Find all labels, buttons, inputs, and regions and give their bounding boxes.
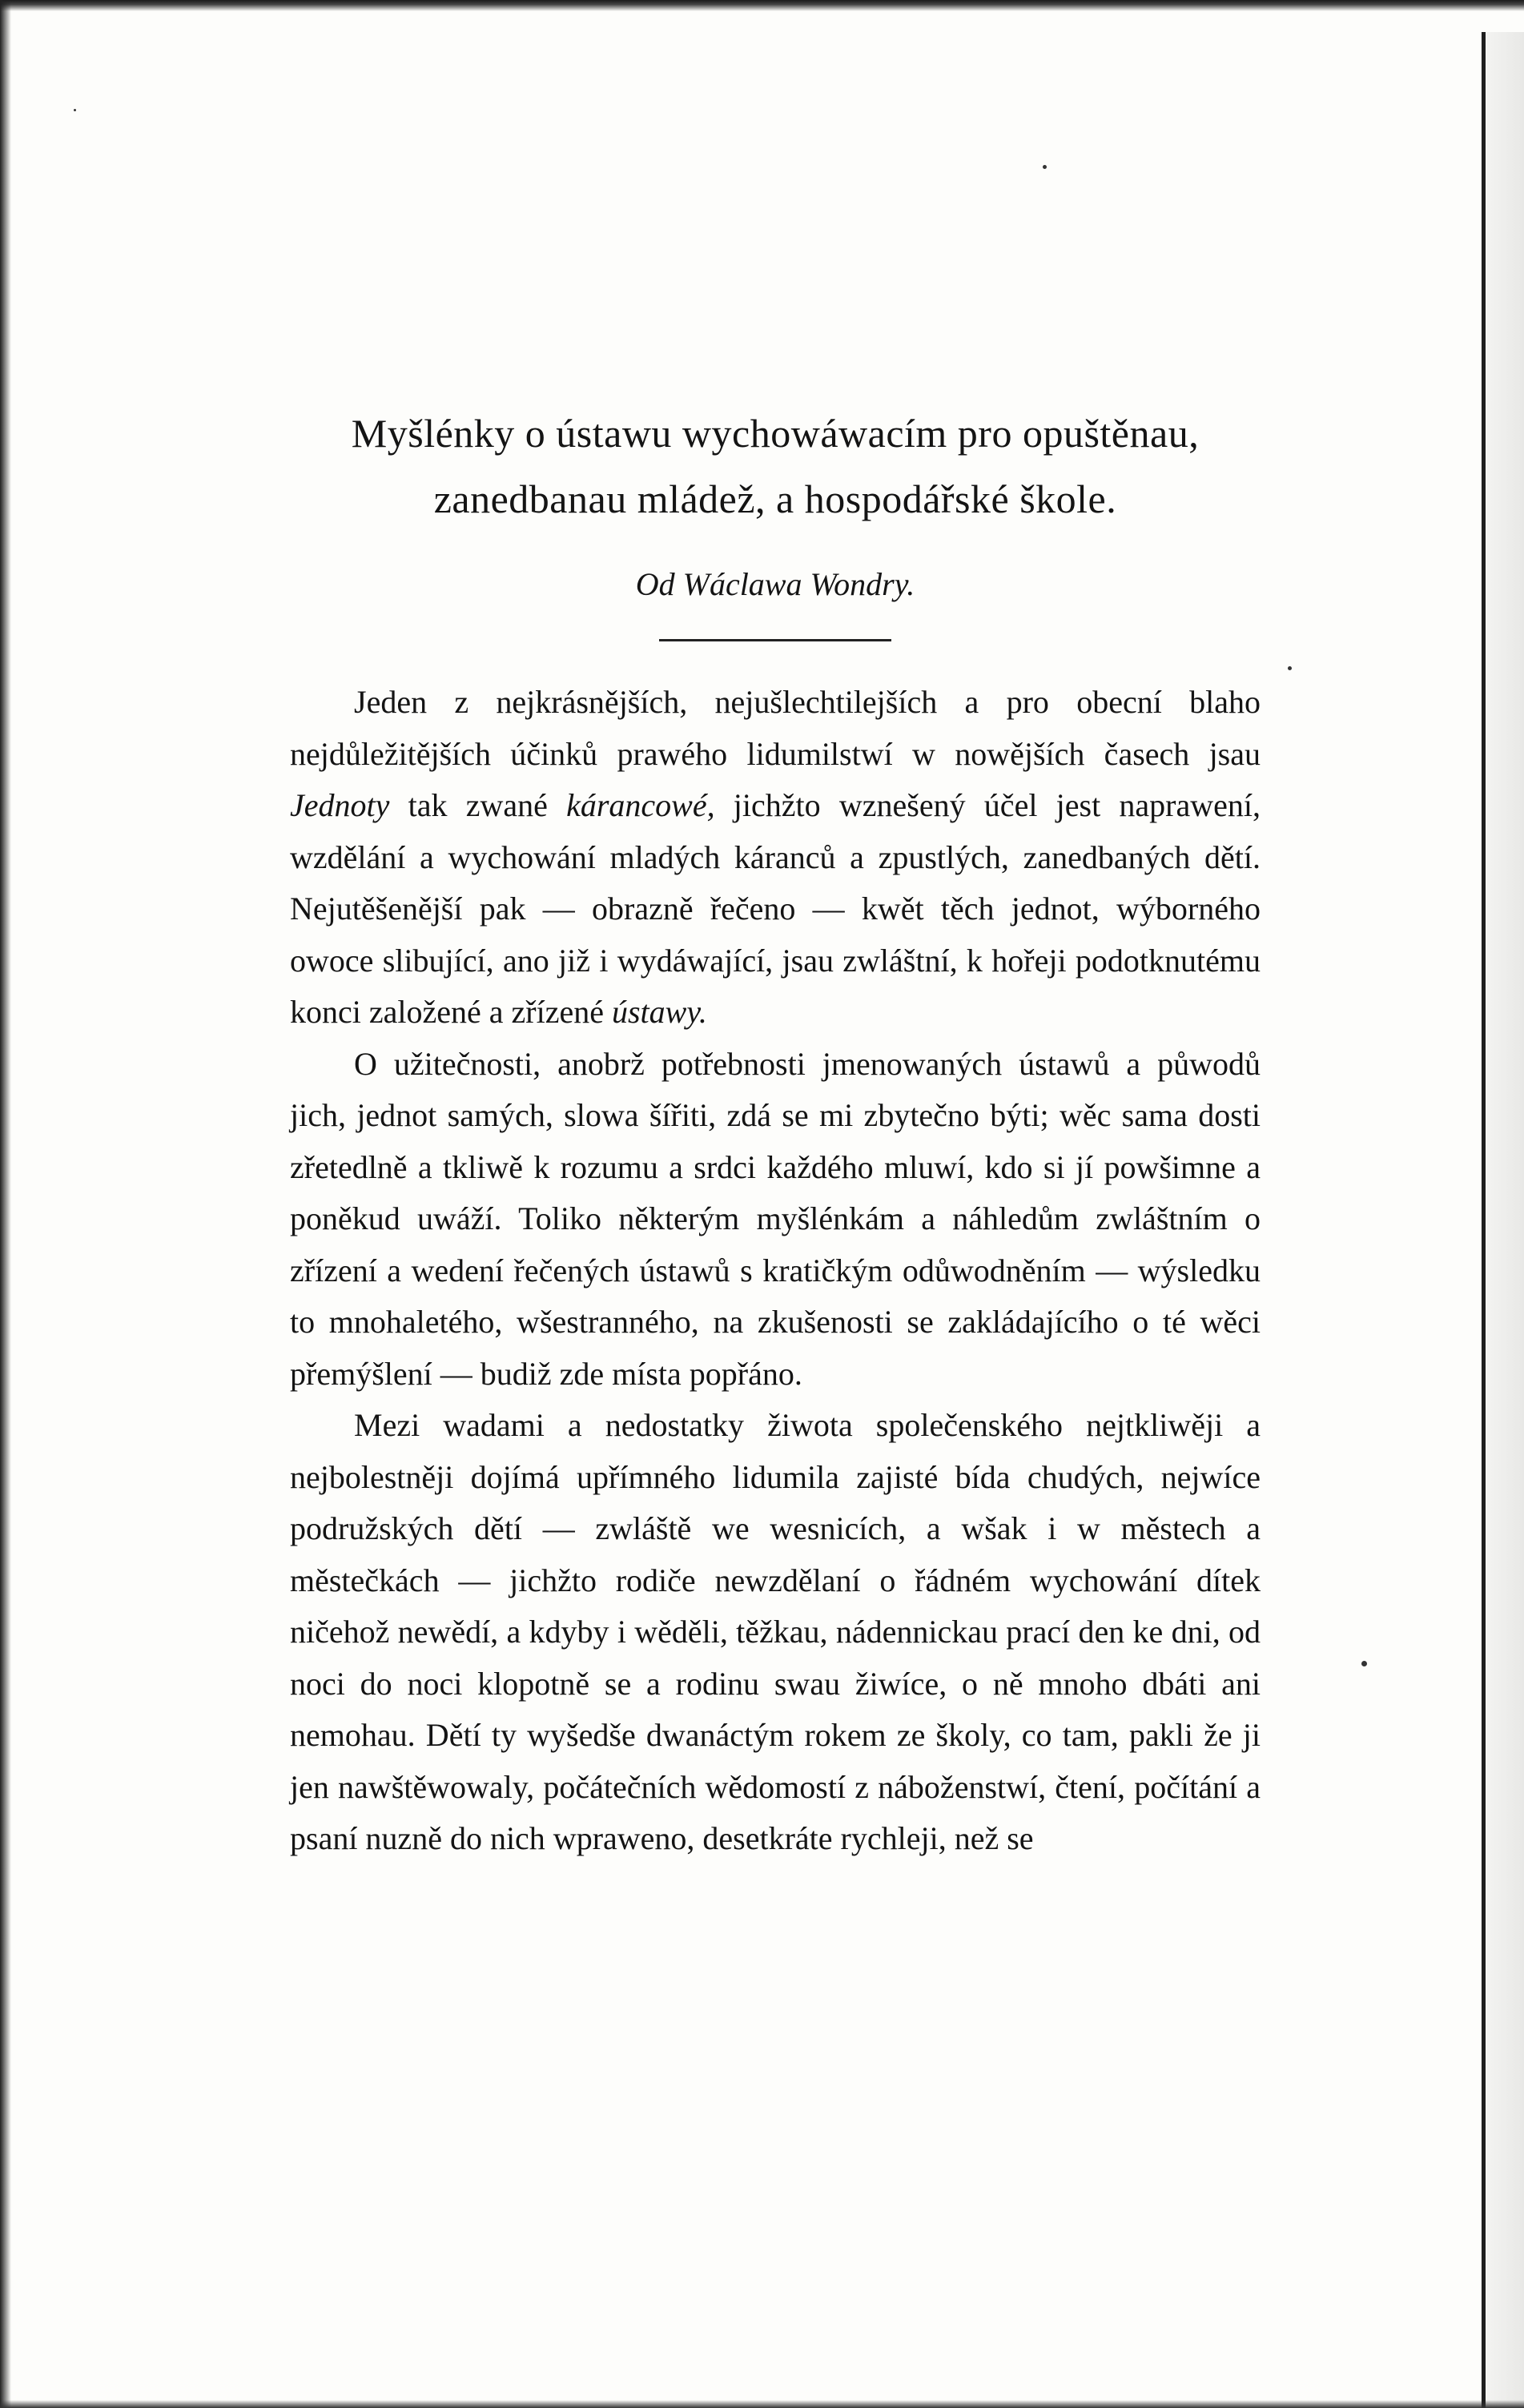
scan-edge-left — [0, 0, 11, 2408]
scan-speck — [1043, 165, 1047, 169]
author-byline: Od Wáclawa Wondry. — [635, 566, 915, 602]
scan-edge-bottom — [0, 2400, 1524, 2408]
title-line-2: zanedbanau mládež, a hospodářské škole. — [433, 476, 1117, 521]
scan-speck — [1361, 1661, 1367, 1666]
article — [290, 400, 1261, 1865]
article-title — [290, 400, 1261, 532]
italic-term-jednoty: Jednoty — [290, 787, 390, 823]
scan-edge-top — [0, 0, 1524, 11]
italic-term-karancowe: kárancowé, — [566, 787, 715, 823]
paragraph-2: O užitečnosti, anobrž potřebnosti jmenowaných ústawů a půwodů jich, jednot samých, slowa šířiti, zdá se mi zbytečno býti; wěc sama dosti zřetedlně a tkliwě k rozumu a srdci každého mluwí, kdo si jí powšimne a poněkud uwáží. Toliko některým myšlénkám a náhledům zwláštním o zřízení a wedení řečených ústawů s kratičkým odůwodněním — wýsledku to mnohaletého, wšestranného, na zkušenosti se zakládajícího o té wěci přemýšlení — budiž zde místa popřáno. — [290, 1045, 1261, 1392]
scan-edge-right — [1482, 32, 1524, 2408]
paragraph-1-text-a: Jeden z nejkrásnějších, nejušlechtilejších a pro obecní blaho nejdůležitějších účinků prawého lidumilstwí w nowějších časech jsau — [290, 684, 1261, 772]
divider-rule — [659, 639, 891, 641]
paragraph-1-text-c: jichžto wznešený účel jest naprawení, wzdělání a wychowání mladých káranců a zpustlých, zanedbaných dětí. Nejutěšenější pak — obrazně řečeno — kwět těch jednot, wýborného owoce slibující, ano již i wydáwající, jsau zwláštní, k hořeji podotknutému konci založené a zřízené — [290, 787, 1261, 1030]
scan-speck — [74, 109, 76, 111]
title-line-1: Myšlénky o ústawu wychowáwacím pro opuštěnau, — [351, 411, 1200, 456]
paragraph-1 — [290, 677, 1261, 1039]
paragraph-1-text-b: tak zwané — [389, 787, 567, 823]
scan-speck — [1288, 666, 1292, 670]
italic-term-ustawy: ústawy. — [611, 994, 707, 1030]
paragraph-3: Mezi wadami a nedostatky žiwota společenského nejtkliwěji a nejbolestněji dojímá upřímného lidumila zajisté bída chudých, nejwíce podružských dětí — zwláště we wesnicích, a wšak i w městech a městečkách — jichžto rodiče newzdělaní o řádném wychowání dítek ničehož newědí, a kdyby i wěděli, těžkau, nádennickau prací den ke dni, od noci do noci klopotně se a rodinu swau žiwíce, o ně mnoho dbáti ani nemohau. Dětí ty wyšedše dwanáctým rokem ze školy, co tam, pakli že ji jen nawštěwowaly, počátečních wědomostí z náboženstwí, čtení, počítání a psaní nuzně do nich wpraweno, desetkráte rychleji, než se — [290, 1407, 1261, 1856]
